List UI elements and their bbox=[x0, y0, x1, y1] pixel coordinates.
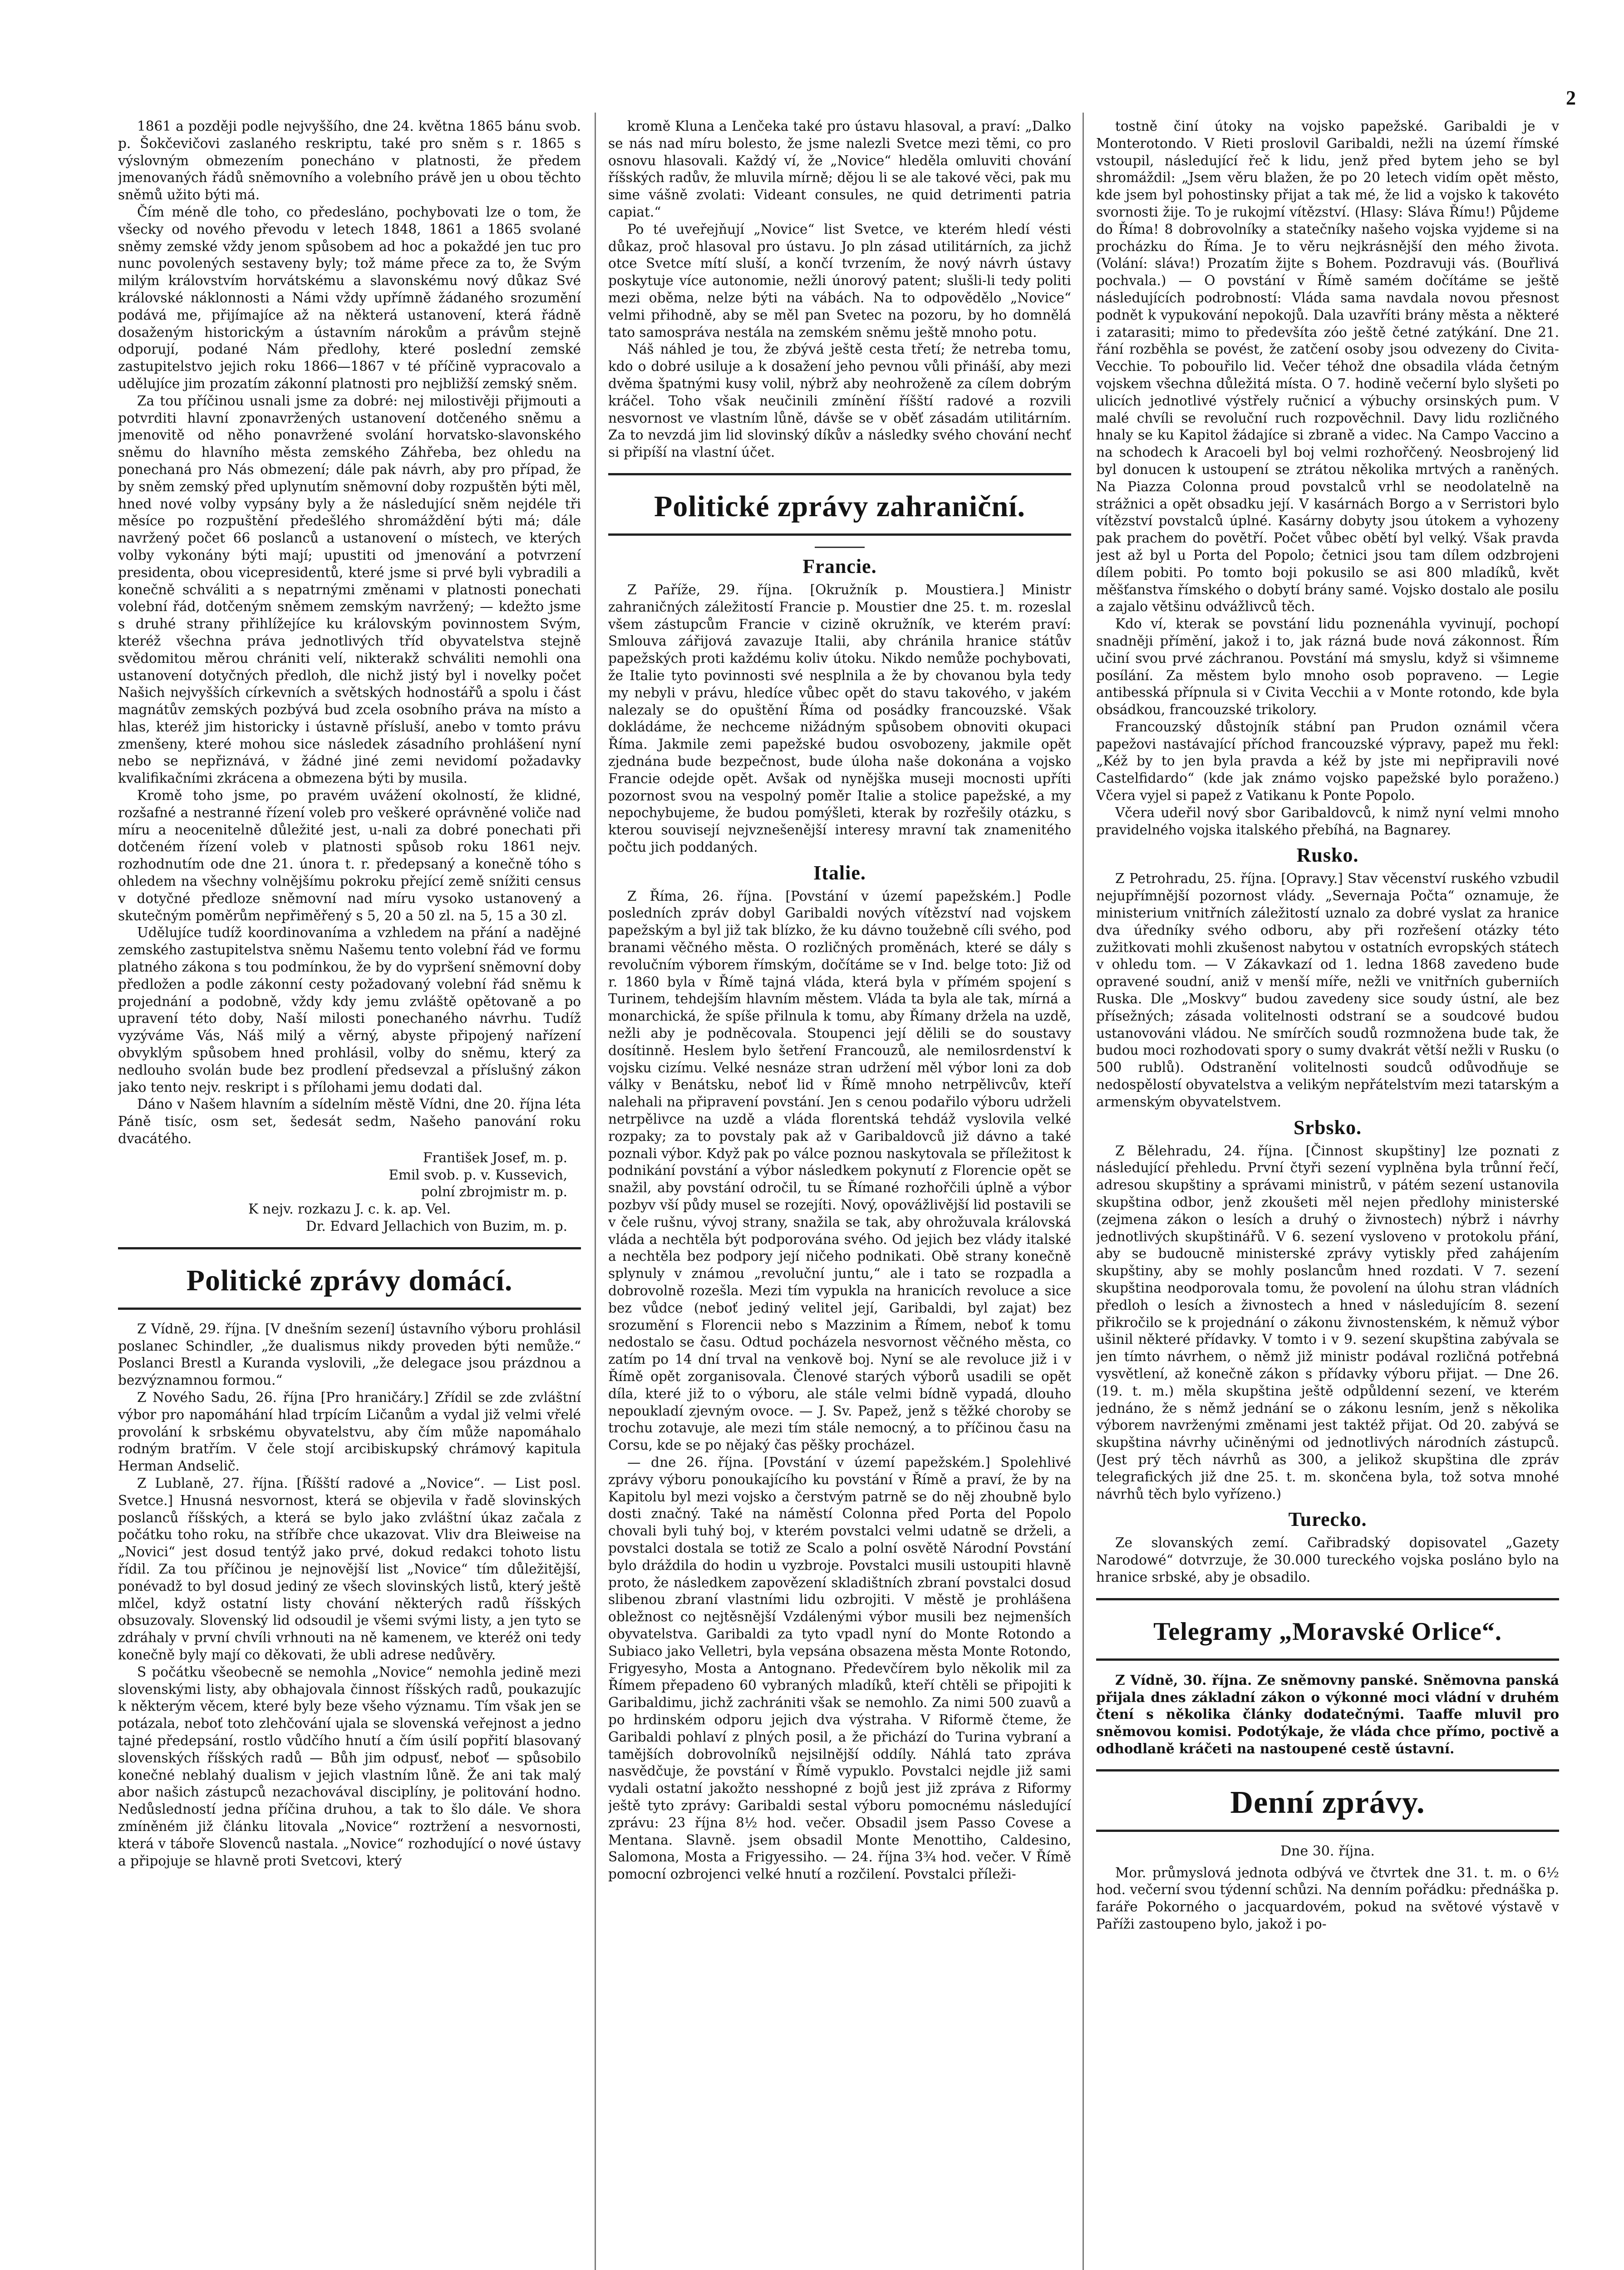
section-heading-telegrams: Telegramy „Moravské Orlice“. bbox=[1096, 1598, 1559, 1661]
divider bbox=[815, 547, 865, 548]
column-rule bbox=[595, 113, 596, 2270]
column-right bbox=[1096, 118, 1559, 2270]
daily-news-date: Dne 30. října. bbox=[1280, 1843, 1375, 1859]
news-item: — dne 26. října. [Povstání v území papežském.] Spolehlivé zprávy výboru ponoukajícího ku povstání v Římě a praví, že by na Kapitolu byl mezi vojsko a čerstvým patrně se do něj zhoubně bylo dosti značný. Také na náměstí Colonna před Porta del Popolo chovali byli tuhý boj, v kterém povstalci velmi udatně se drželi, a povstalci dostala se totiž ze Scalo a polní osvětě Národní Povstání bylo dráždila do hodin u vyzbroje. Povstalci musili ustoupiti hlavně proto, že následkem zapovězení skladištních zbraní povstalci dosud slibenou zbraní vlastními lidu ozbrojiti. V městě je prohlášena obležnost co nejtěsnější Vzdálenými výbor musili bez nejmenších obyvatelstva. Garibaldi za tyto vpadl nyní do Monte Rotondo a Subiaco jako Velletri, byla vepsána obsazena města Monte Rotondo, Frigyesyho, Mosta a Antognano. Předevčírem bylo několik mil za Římem přepadeno 60 vybraných mladíků, kteří chtěli se připojiti k Garibaldimu, jichž zachrániti však se nemohlo. Za nimi 500 zuavů a po hrdinském odporu jejich dva výstraha. V Riformě čteme, že Garibaldi pohlaví z plných posil, a že přichází do Turina vybraní a tamějších dobrovolníků nejsilnější oddíly. Náhlá tato zpráva nasvědčuje, že povstání v Římě vypuklo. Povstalci nejdle již sami vydali ostatní jakožto nesshopné z bojů jest již zpráva z Riformy ještě tyto zprávy: Garibaldi sestal výboru pomocnému následující zprávu: 23 října 8½ hod. večer. Obsadil jsem Passo Covese a Mentana. Slavně. jsem obsadil Monte Menottiho, Caldesino, Salomona, Mosta a Frigyessiho. — 24. října 3¾ hod. večer. V Římě pomocní ozbrojenci velké hnutí a rozčilení. Povstalci příleži- bbox=[608, 1454, 1071, 1882]
news-item: Z Lublaně, 27. října. [Říšští radové a „Novice“. — List posl. Svetce.] Hnusná nesvornost, která se objevila v řadě slovinských poslanců říšských, a která se bylo jako zvláštní úkaz začala z počátku toho roku, na stříbře chce ukazovat. Vliv dra Bleiweise na „Novici“ jest dosud tentýž jako prvé, dokud redakci tohoto listu řídil. Za tou příčinou je nejnovější list „Novice“ tím důležitější, ponévadž to byl dosud jediný ze všech slovinských listů, který ještě mlčel, když ostatní listy chování některých radů říšských obsuzovaly. Slovenský lid odsoudil je všemi svými listy, a jen tyto se zdráhaly v první chvíli vrhnouti na ně kamenem, ve kteréž oni tedy konečně byly mají co děkovati, že ubli adrese nedůvěry. bbox=[118, 1475, 581, 1663]
subheading-turkey: Turecko. bbox=[1288, 1508, 1367, 1531]
subheading-italy: Italie. bbox=[813, 861, 866, 884]
section-heading-daily-news: Denní zprávy. bbox=[1096, 1769, 1559, 1832]
news-item: Z Paříže, 29. října. [Okružník p. Moustiera.] Ministr zahraničných záležitostí Francie p. Moustier dne 25. t. m. rozeslal všem zástupcům Francie v cizině okružník, ve kterém praví: Smlouva zářijová zavazuje Italii, aby chránila hranice státův papežských proti každému koliv útoku. Nikdo nemůže pochybovati, že Italie tyto povinnosti své nesplnila a že by chovanou byla tedy my nebyli v právu, hledíce vůbec opět do stavu takového, v jakém nalezaly se do opuštění Říma od posádky francouzské. Však dokládáme, že nechceme nižádným spůsobem obnoviti okupaci Říma. Jakmile zemi papežské budou osvobozeny, jakmile opět zjednána bude bezpečnost, bude úloha naše dokonána a vojsko Francie odejde opět. Avšak od nynějška museji mocnosti upříti pozornost svou na vespolný poměr Italie a stolice papežské, a my nepochybujeme, že budou pomýšleti, kterak by rozřešily otázku, s kterou souvisejí nejvznešenější interesy mravní tak znamenitého počtu jich poddaných. bbox=[608, 582, 1071, 855]
paragraph: Za tou příčinou usnali jsme za dobré: nej milostivěji přijmouti a potvrditi hlavní zponavržených ustanovení dotčeného sněmu a jmenovitě od něho ponavržené svolání horvatsko-slavonského sněmu do hlavního města zemského Záhřeba, bez ohledu na ponechaná pro Nás obmezení; dále pak návrh, aby pro případ, že by sněm zemský před uplynutím sněmovní doby rozpuštěn býti měl, hned nové volby vypsány byly a že následující sněm nejdéle tři měsíce po rozpuštění předešlého shromáždění býti má; dále navržený počet 66 poslanců a ustanovení o místech, ve kterých volby vykonány býti mají; upustiti od jmenování a potvrzení presidenta, obou vicepresidentů, které jsme si prvé byli vybradili a konečně schváliti a s nepatrnými změnami v platnosti ponechati volební řád, dotčeným sněmem zemským navržený; — kdežto jsme s druhé strany přihlížejíce ku královským povinnostem Svým, kteréž všechna práva jednotlivých tříd obyvatelstva stejně svědomitou měrou chrániti velí, nikterakž schváliti nemohli ona ustanovení dotyčných předloh, dle nichž jistý byl i novelky počet Našich nejvyšších církevních a světských hodnostářů a spolu i část magnátův zemských pozbývá bud zcela osobního práva na místo a hlas, kteréž jim historicky i ústavně přísluší, anebo v tomto právu zmenšeny, které mohou sice následek zásadního prohlášení nyní nebo se nepřiznává, v žádné jiné zemi nevidomí požadavky kvalifikačními zkrácena a obmezena býti by musila. bbox=[118, 393, 581, 786]
signature-block bbox=[118, 1150, 581, 1235]
news-item: Z Bělehradu, 24. října. [Činnost skupštiny] lze poznati z následující přehledu. První čtyři sezení vyplněna byla trůnní řečí, adresou skupštiny a správami ministrů, v pátém sezení ustanovila skupština odbor, jenž zkoušeti měl nejen předlohy ministerské (zejmena zákon o lesích a druhý o živnostech) nýbrž i návrhy jednotlivých skupštinářů. V 6. sezení vysloveno v protokolu přání, aby se budoucně ministerské zprávy vytiskly před zahájením skupštiny, aby se mohly poslancům hned rozdati. V 7. sezení skupština neodporovala tomu, že povolení na úlohu stran vládních předloh o lesích a živnostech a hned v následujícím 8. sezení přikročilo se k projednání o zákonu živnostenském, k němuž výbor ušinil některé přídavky. V tomto i v 9. sezení skupština zabývala se jen tímto návrhem, o němž již ministr podával rozličná potřebná vysvětlení, až konečně zákon s přídavky výboru přijat. — Dne 26. (19. t. m.) měla skupština ještě odpůldenní sezení, ve kterém jednáno, že s němž jednání se o zákonu lesním, jenž s několika výborem navrženými změnami jest taktéž přijat. Od 20. zabývá se skupština návrhy učiněnými od jednotlivých národních zástupců. (Jest prý těch návrhů as 300, a jelikož skupština dle zpráv telegrafických již dne 25. t. m. skončena byla, tož sotva mnohé návrhů těch bylo vyřízeno.) bbox=[1096, 1143, 1559, 1502]
news-item: Z Vídně, 29. října. [V dnešním sezení] ústavního výboru prohlásil poslanec Schindler, „že dualismus nikdy proveden býti nemůže.“ Poslanci Brestl a Kuranda vyslovili, „že delegace jsou prázdnou a bezvýznamnou formou.“ bbox=[118, 1321, 581, 1388]
telegram-item: Z Vídně, 30. října. Ze sněmovny panské. Sněmovna panská přijala dnes základní zákon o výkonné moci vládní v druhém čtení s několika články dodatečnými. Taaffe mluvil pro sněmovou komisi. Podotýkaje, že vláda chce přímo, poctivě a odhodlaně kráčeti na nastoupené cestě ústavní. bbox=[1096, 1672, 1559, 1757]
section-heading-domestic: Politické zprávy domácí. bbox=[118, 1247, 581, 1310]
signature-emperor: František Josef, m. p. bbox=[423, 1150, 567, 1165]
signature-line: K nejv. rozkazu J. c. k. ap. Vel. bbox=[248, 1201, 451, 1217]
paragraph: tostně činí útoky na vojsko papežské. Garibaldi je v Monterotondo. V Rieti proslovil Garibaldi, nežli na území římské vstoupil, následující řeč k lidu, jenž před bytem jeho se byl shromáždil: „Jsem věru blažen, že po 20 letech vidím opět město, kde jsem byl pohostinsky přijat a tak mé, že lid a vojsko k takovéto svornosti žije. To je rukojmí vítězství. (Hlasy: Sláva Římu!) Půjdeme do Říma! 8 dobrovolníky a statečníky našeho vojska vyjdeme si na procházku do Říma. Je to věru nejkrásnější den mého života. (Volání: sláva!) Prozatím žijte s Bohem. Pozdravuji vás. (Bouřlivá pochvala.) — O povstání v Římě samém dočítáme se ještě následujících podrobností: Vláda sama navdala novou přesnost podnět k vypukování nepokojů. Dala uzavříti brány města a některé i zatarasiti; mimo to předevšíta zóo ještě četné zatýkání. Dne 21. řání rozběhla se povést, že zatčení osoby jsou odvezeny do Civita-Vecchie. To pobouřilo lid. Večer téhož dne obsadila vláda četným vojskem všechna důležitá místa. O 7. hodině večerní bylo slyšeti po ulicích jednotlivé výstřely ručnicí a výbuchy orsinských pum. V malé chvíli se revoluční ruch rozpověchnil. Davy lidu rozličného hnaly se ku Kapitol žádajíce si zbraně a videc. Na Campo Vaccino a na schodech k Aracoeli byl boj velmi rozhořčený. Neosbrojený lid byl donucen k ustoupení se ztrátou několika mrtvých a raněných. Na Piazza Colonna proud povstalců vrhl se neodolatelně na strážnici a opět obsadku její. V kasárnách Borgo a v Serristori bylo vítězství povstalců úplné. Kasárny dobyty jsou útokem a vyhozeny pak prachem do povětří. Počet vůbec obětí byl velký. Však pravda jest až byl u Porta del Popolo; četnici jsou tam dílem odzbrojeni dílem pobiti. Po tomto boji pokusilo se asi 800 mladíků, květ měšťanstva římského o dobytí brány samé. Vojsko dostalo ale posilu a zajalo většinu odvážlivců těch. bbox=[1096, 118, 1559, 615]
paragraph: Dáno v Našem hlavním a sídelním městě Vídni, dne 20. října léta Páně tisíc, osm set, šedesát sedm, Našeho panování roku dvacátého. bbox=[118, 1096, 581, 1147]
paragraph: Kromě toho jsme, po pravém uvážení okolností, že klidné, rozšafné a nestranné řízení voleb pro veškeré oprávněné voliče nad míru a neocenitelně důležité jest, u-nali za dobré ponechati při dotčeném řízení voleb v platnosti spůsob roku 1861 nejv. rozhodnutím ode dne 21. února t. r. předepsaný a konečně tóho s ohledem na všechny volnějšímu pokroku přející země snížiti census v dotyčné předloze sněmovní nad míru vysoko ustanovený a skutečným poměrům nepřiměřený s 5, 20 a 50 zl. na 5, 15 a 30 zl. bbox=[118, 788, 581, 923]
paragraph: Po té uveřejňují „Novice“ list Svetce, ve kterém hledí vésti důkaz, proč hlasoval pro ústavu. Jo pln zásad utilitárních, za jichž otce Svetce mítí sluší, a končí tvrzením, že nový návrh ústavy poskytuje více autonomie, nežli únorový patent; slušli-li tedy politi mezi oběma, nelze býti na vábách. Na to odpovědělo „Novice“ velmi přihodně, aby se měl pan Svetec na pozoru, by ho domnělá tato samospráva nestála na zemském sněmu ještě mnoho potu. bbox=[608, 221, 1071, 340]
news-item: Mor. průmyslová jednota odbývá ve čtvrtek dne 31. t. m. o 6½ hod. večerní svou týdenní schůzi. Na denním pořádku: přednáška p. faráře Pokorného o jacquardovém, pokud na světové výstavě v Paříži zastoupeno bylo, jakož i po- bbox=[1096, 1865, 1559, 1932]
column-left bbox=[118, 118, 581, 2270]
paragraph: Udělujíce tudíž koordinovaníma a vzhledem na přání a nadějné zemského zastupitelstva sněmu Našemu tento volební řád ve formu platného zákona s tou podmínkou, že by do vypršení sněmovní doby předložen a podle zákonní cesty požadovaný volební řád sněmu k projednání a podobně, vždy kdy jemu zvláště opětovaně a po upravení této doby, Naší milosti ponechaného návrhu. Tudíž vyzýváme Vás, Náš milý a věrný, abyste připojený nařízení obvyklým spůsobem hned prohlásil, volby do sněmu, který za nedlouho svolán bude bez prodlení předsevzal a příslušný zákon jako tento nejv. reskript i s přílohami jemu dodati dal. bbox=[118, 925, 581, 1095]
paragraph: 1861 a později podle nejvyššího, dne 24. května 1865 bánu svob. p. Šokčevičovi zaslaného reskriptu, také pro sněm s r. 1865 s výslovným obmezením ponecháno v platnosti, že předem jmenovaných řádů sněmovního a volebního právě jen u obou těchto sněmů užito býti má. bbox=[118, 118, 581, 203]
paragraph: Včera udeřil nový sbor Garibaldovců, k nimž nyní velmi mnoho pravidelného vojska italského přebíhá, na Bagnarey. bbox=[1096, 804, 1559, 838]
paragraph: kromě Kluna a Lenčeka také pro ústavu hlasoval, a praví: „Dalko se nás nad míru bolesto, že jsme nalezli Svetce mezi těmi, co pro osnovu hlasovali. Každý ví, že „Novice“ hleděla omluviti chování říšských radův, že mluvila mírně; dějou li se ale takové věci, pak mu sime vášně zvolati: Videant consules, ne quid detrimenti patria capiat.“ bbox=[608, 118, 1071, 220]
paragraph: Francouzský důstojník stábní pan Prudon oznámil včera papežovi nastávající příchod francouzské výpravy, papež mu řekl: „Kéž by to jen byla pravda a kéž by jste mi nepřipravili nové Castelfidardo“ (kde jak známo vojsko papežské bylo poraženo.) Včera vyjel si papež z Vatikanu k Ponte Popolo. bbox=[1096, 719, 1559, 804]
news-item: S počátku všeobecně se nemohla „Novice“ nemohla jedině mezi slovenskými listy, aby obhajovala činnost říšských radů, poukazujíc k některým věcem, které byly beze všeho významu. Tím však jen se potázala, neboť toto zlehčování ujala se slovenská veřejnost a jedno tajné předepsání, rostlo vůdčího hnutí a čím úsilí popřití blasovaný slovenských říšských radů — Bůh jim odpusť, neboť — spůsobilo konečné neblahý dualism v jejich vlastním lůně. Že ani tak malý abor našich zástupců nezachovával disciplíny, je politování hodno. Nedůsledností jedna příčina druhou, a tak to šlo dále. Ve shora zmíněném již článku litovala „Novice“ roztržení a nesvornosti, která v táboře Slovenců nastala. „Novice“ rozhodující o nové ústavy a připojuje se hlavně proti Svetcovi, který bbox=[118, 1664, 581, 1869]
news-item: Z Říma, 26. října. [Povstání v území papežském.] Podle posledních zpráv dobyl Garibaldi nových vítězství nad vojskem papežským a byl již tak blízko, že ku dávno toužebně cíli svého, pod branami věčného města. O rozličných proměnách, které se dály s revolučním výborem římským, dočítáme se v Ind. belge toto: Již od r. 1860 byla v Římě tajná vláda, která byla v přímém spojení s Turinem, tehdejším hlavním městem. Vláda ta byla ale tak, mírná a monarchická, že spíše přilnula k tomu, aby Římany držela na uzdě, nežli aby je podněcovala. Stoupenci její dělili se do soustavy dosítinně. Heslem bylo šetření Francouzů, ale nemilosrdenství k vojsku cizímu. Velké nesnáze stran udržení měl výbor loni za dob války v Benátsku, neboť lid v Římě mnoho netrpělivcův, kteří nalehali na připravení povstání. Jen s cenou podařilo výboru udrželi netrpělivce na uzdě a vláda florentská tehdáž vyslovila velké rozpaky; za to povstaly pak až v Garibaldovců již dávno a také poznali výbor. Když pak po válce poznou naskytovala se příležitost k podnikání povstání a výbor následkem pokynutí z Florencie opět se snažil, aby povstání odročil, tu se Římané rozhořčili úplně a výbor pozbyv vší půdy musel se rozejíti. Nový, opovážlivější lid postavili se v čele rušnu, vývoj strany, snažila se tak, aby ohrožuvala královská vláda a nechtěla být podporována svého. Od jejich bez vlády italské a nechtěla bez podpory její ničeho podnikati. Obě strany konečně splynuly v známou „revoluční juntu,“ ale i tato se rozpadla a dobrovolně rozešla. Mezi tím vypukla na hranicích revoluce a sice bez vůdce (neboť jediný velitel její, Garibaldi, byl zajat) bez srozumění s Florencii nebo s Mazzinim a Římem, neboť k tomu nedostalo se času. Odtud pocházela nesvornost věčného města, co zatím po 14 dní trval na venkově boj. Nyní se ale revoluce již i v Římě opět zorganisovala. Členové starých výborů usadili se opět díla, které již to o výboru, ale stále velmi bídně vypadá, dlouho nepoukladí zjevným ovoce. — J. Sv. Papež, jenž s těžké choroby se trochu zotavuje, ale mezi tím stále nemocný, a to příčinou času na Corsu, kde se po nějaký čas pěšky procházel. bbox=[608, 888, 1071, 1453]
paragraph: Kdo ví, kterak se povstání lidu poznenáhla vyvinují, pochopí snadněji přímění, jakož i to, jak rázná bude nová zákonnost. Řím učiní svou prvé záchranou. Povstání má smyslu, když si všimneme posílání. Za městem bylo mnoho osob popraveno. — Legie antibesská přípnula si v Civita Vecchii a v Monte rotondo, kde byla obsádkou, francouzské trikolory. bbox=[1096, 616, 1559, 718]
subheading-france: Francie. bbox=[802, 555, 877, 577]
signature-line: Dr. Edvard Jellachich von Buzim, m. p. bbox=[305, 1219, 567, 1234]
news-item: Z Nového Sadu, 26. října [Pro hraničáry.] Zřídil se zde zvláštní výbor pro napomáhání hlad trpícím Ličanům a vydal již velmi vřelé provolání k srbskému obyvatelstvu, aby čím může napomáhalo rodným bratřím. V čele stojí arcibiskupský chrámový kapitula Herman Andselič. bbox=[118, 1389, 581, 1474]
paragraph: Náš náhled je tou, že zbývá ještě cesta třetí; že netreba tomu, kdo o dobré usiluje a k dosažení jeho pevnou vůli přináší, aby mezi dvěma špatnými kusy volil, nýbrž aby neohroženě za cílem dobrým kráčel. Toho však neučinili zmínění říšští radové a rozvili nesvornost ve vlastním lůně, dávše se v oběť zásadám utilitárním. Za to nevzdá jim lid slovinský díkův a následky svého chování nechť si připíší na vlastní účet. bbox=[608, 341, 1071, 460]
news-item: Ze slovanských zemí. Cařibradský dopisovatel „Gazety Narodowé“ dotvrzuje, že 30.000 tureckého vojska posláno bylo na hranice srbské, aby je obsadilo. bbox=[1096, 1535, 1559, 1585]
column-middle bbox=[608, 118, 1071, 2270]
section-heading-foreign: Politické zprávy zahraniční. bbox=[608, 473, 1071, 536]
signature-line: polní zbrojmistr m. p. bbox=[421, 1184, 567, 1200]
subheading-russia: Rusko. bbox=[1296, 844, 1359, 867]
column-rule bbox=[1083, 113, 1084, 2270]
subheading-serbia: Srbsko. bbox=[1293, 1116, 1362, 1139]
signature-line: Emil svob. p. v. Kussevich, bbox=[389, 1167, 567, 1183]
news-item: Z Petrohradu, 25. října. [Opravy.] Stav věcenství ruského vzbudil nejupřímnější pozornost vlády. „Severnaja Počta“ oznamuje, že ministerium vnitřních záležitostí uznalo za dobré vyslat za hranice dva úředníky svého odboru, aby při rozřešení otázky této zužitkovati mohli zkušenost nabytou v ostatních evropských státech v ohledu tom. — V Zákavkazí od 1. ledna 1868 zavedeno bude opravené soudní, aniž v menší míře, nežli ve vnitřních guberniích Ruska. Dle „Moskvy“ budou zavedeny sice soudy ústní, ale bez přísežných; zásada volitelnosti odstraní se a soudcové budou ustanovováni vládou. Ne smírčích soudů rozmnožena bude tak, že budou moci rozhodovati spory o sumy dvakrát větší nežli v Rusku (o 500 rublů). Odstranění volitelnosti soudců odůvodňuje se nedospělostí obyvatelstva a velikým nepřátelstvím mezi tatarským a armenským obyvatelstvem. bbox=[1096, 871, 1559, 1110]
page-number: 2 bbox=[1566, 87, 1576, 109]
paragraph: Čím méně dle toho, co předesláno, pochybovati lze o tom, že všecky od nového převodu v letech 1848, 1861 a 1865 svolané sněmy zemské vždy jenom spůsobem ad hoc a pokaždé jen tuc pro nunc povolených sestaveny byly; tož máme přece za to, že Svým milým královstvím horvátskému a slavonskému nový důkaz Své královské náklonnosti a Námi vždy upřímně žádaného srozumění podává me, přijímajíce až na některá ustanovení, která řádně dosaženým historickým a ústavním nárokům a právům stejně odporují, podané Nám předlohy, které poslední zemské zastupitelstvo jejich roku 1866—1867 v té příčině vypracovalo a udělujíce jim prozatím zákonní platnosti pro nejbližší zemský sněm. bbox=[118, 204, 581, 391]
